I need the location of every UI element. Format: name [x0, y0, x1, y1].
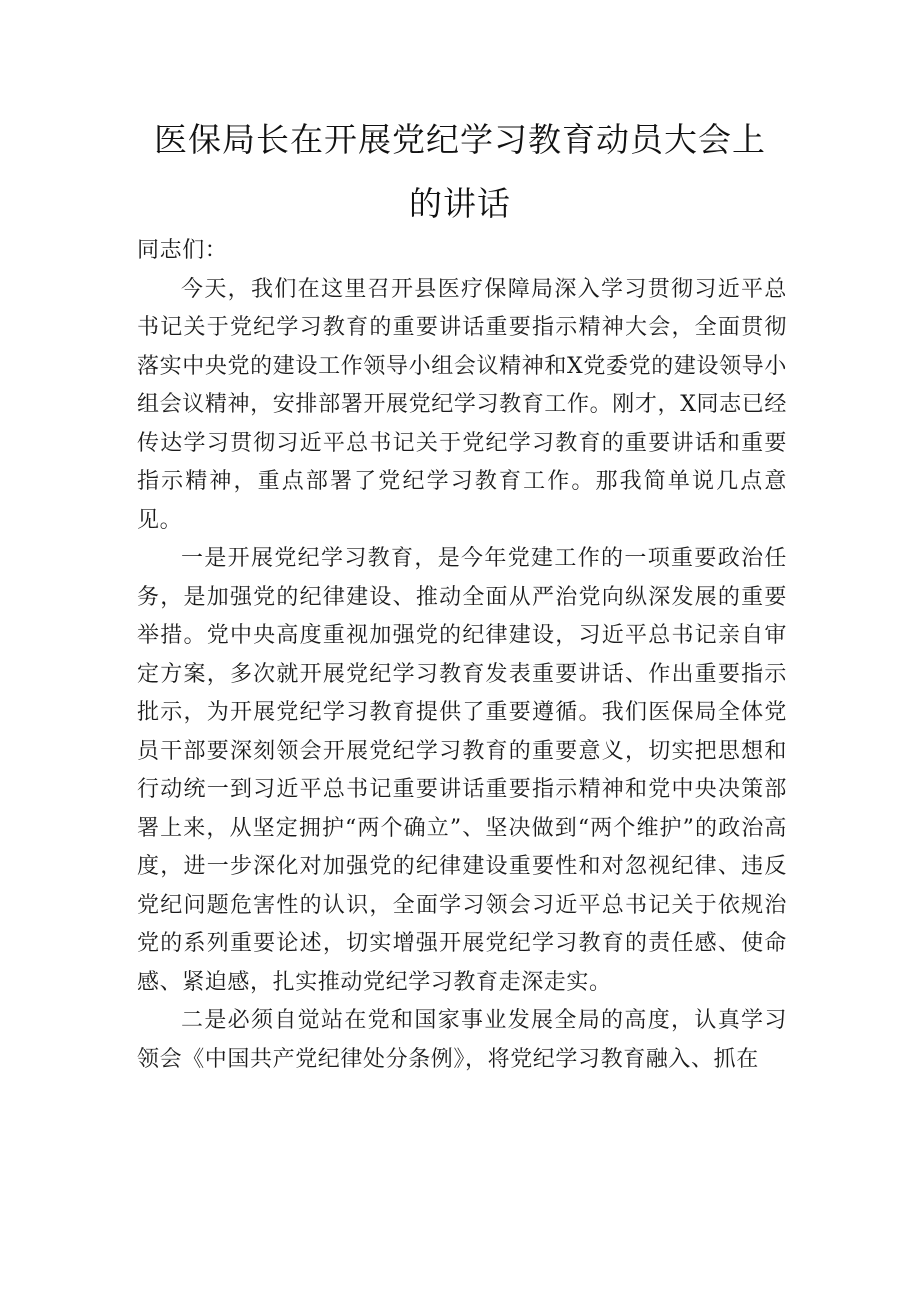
paragraph-3: 二是必须自觉站在党和国家事业发展全局的高度，认真学习领会《中国共产党纪律处分条例》，将党纪学习教育融入、抓在 — [137, 1008, 787, 1072]
salutation: 同志们： — [137, 238, 228, 263]
paragraph-2: 一是开展党纪学习教育，是今年党建工作的一项重要政治任务，是加强党的纪律建设、推动全面从严治党向纵深发展的重要举措。党中央高度重视加强党的纪律建设，习近平总书记亲自审定方案，多次就开展党纪学习教育发表重要讲话、作出重要指示批示，为开展党纪学习教育提供了重要遵循。我们医保局全体党员干部要深刻领会开展党纪学习教育的重要意义，切实把思想和行动统一到习近平总书记重要讲话重要指示精神和党中央决策部署上来，从坚定拥护“两个确立”、坚决做到“两个维护”的政治高度，进一步深化对加强党的纪律建设重要性和对忽视纪律、违反党纪问题危害性的认识，全面学习领会习近平总书记关于依规治党的系列重要论述，切实增强开展党纪学习教育的责任感、使命感、紧迫感，扎实推动党纪学习教育走深走实。 — [137, 546, 787, 995]
document-body — [137, 232, 787, 1079]
paragraph-1: 今天，我们在这里召开县医疗保障局深入学习贯彻习近平总书记关于党纪学习教育的重要讲话重要指示精神大会，全面贯彻落实中央党的建设工作领导小组会议精神和X党委党的建设领导小组会议精神，安排部署开展党纪学习教育工作。刚才，X同志已经传达学习贯彻习近平总书记关于党纪学习教育的重要讲话和重要指示精神，重点部署了党纪学习教育工作。那我简单说几点意见。 — [137, 276, 787, 533]
document-title-line-2: 的讲话 — [409, 184, 511, 223]
document-title-line-1: 医保局长在开展党纪学习教育动员大会上 — [154, 120, 766, 159]
